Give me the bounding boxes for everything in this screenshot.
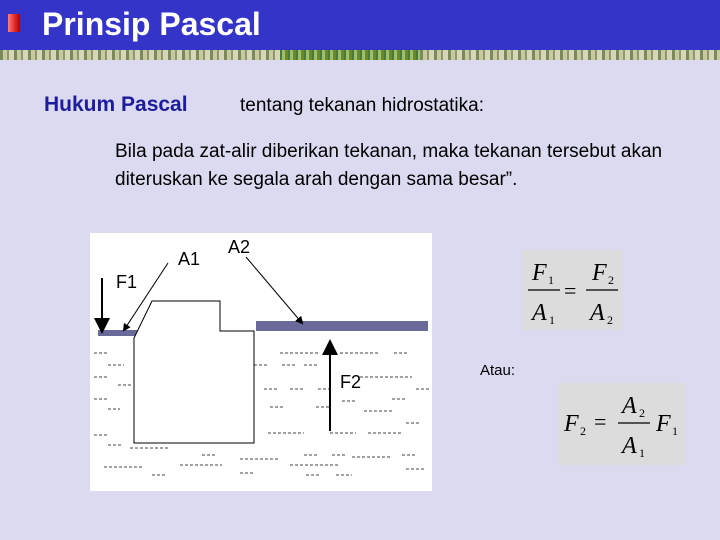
formula-f2 xyxy=(558,383,685,465)
f1-symbol: F xyxy=(532,260,547,286)
a1-sub: 1 xyxy=(549,313,555,327)
den-sub: 1 xyxy=(639,446,645,460)
lhs-symbol: F xyxy=(564,411,579,437)
formula-box-ratio xyxy=(522,250,622,330)
large-piston xyxy=(256,321,428,331)
den-symbol: A xyxy=(622,433,637,459)
hydraulic-diagram xyxy=(90,233,432,491)
formula-box-f2 xyxy=(558,383,685,465)
title-bullet xyxy=(8,14,20,32)
pascal-law-statement: Bila pada zat-alir diberikan tekanan, maka tekanan tersebut akan diteruskan ke segala arah dengan sama besar”. xyxy=(115,141,663,190)
rhs-symbol: F xyxy=(656,411,671,437)
title-bar xyxy=(0,0,720,50)
label-f2: F2 xyxy=(340,372,362,392)
a1-symbol: A xyxy=(532,300,547,326)
heading-bold: Hukum Pascal xyxy=(44,93,188,116)
a2-sub: 2 xyxy=(607,313,613,327)
f2-sub: 2 xyxy=(608,273,614,287)
equals-sign: = xyxy=(564,278,577,303)
a2-symbol: A xyxy=(590,300,605,326)
num-sub: 2 xyxy=(639,406,645,420)
label-a1: A1 xyxy=(178,249,201,269)
formula-ratio xyxy=(522,250,622,330)
num-symbol: A xyxy=(622,393,637,419)
f2-symbol: F xyxy=(592,260,607,286)
small-piston xyxy=(98,330,138,336)
heading-rest: tentang tekanan hidrostatika: xyxy=(240,95,485,116)
equals-sign-2: = xyxy=(594,409,607,434)
f1-sub: 1 xyxy=(548,273,554,287)
alternative-label: Atau: xyxy=(480,362,516,379)
decorative-band-accent xyxy=(280,50,420,60)
rhs-sub: 1 xyxy=(672,424,678,438)
label-f1: F1 xyxy=(116,272,138,292)
label-a2: A2 xyxy=(228,237,251,257)
page-title: Prinsip Pascal xyxy=(42,6,261,42)
lhs-sub: 2 xyxy=(580,424,586,438)
